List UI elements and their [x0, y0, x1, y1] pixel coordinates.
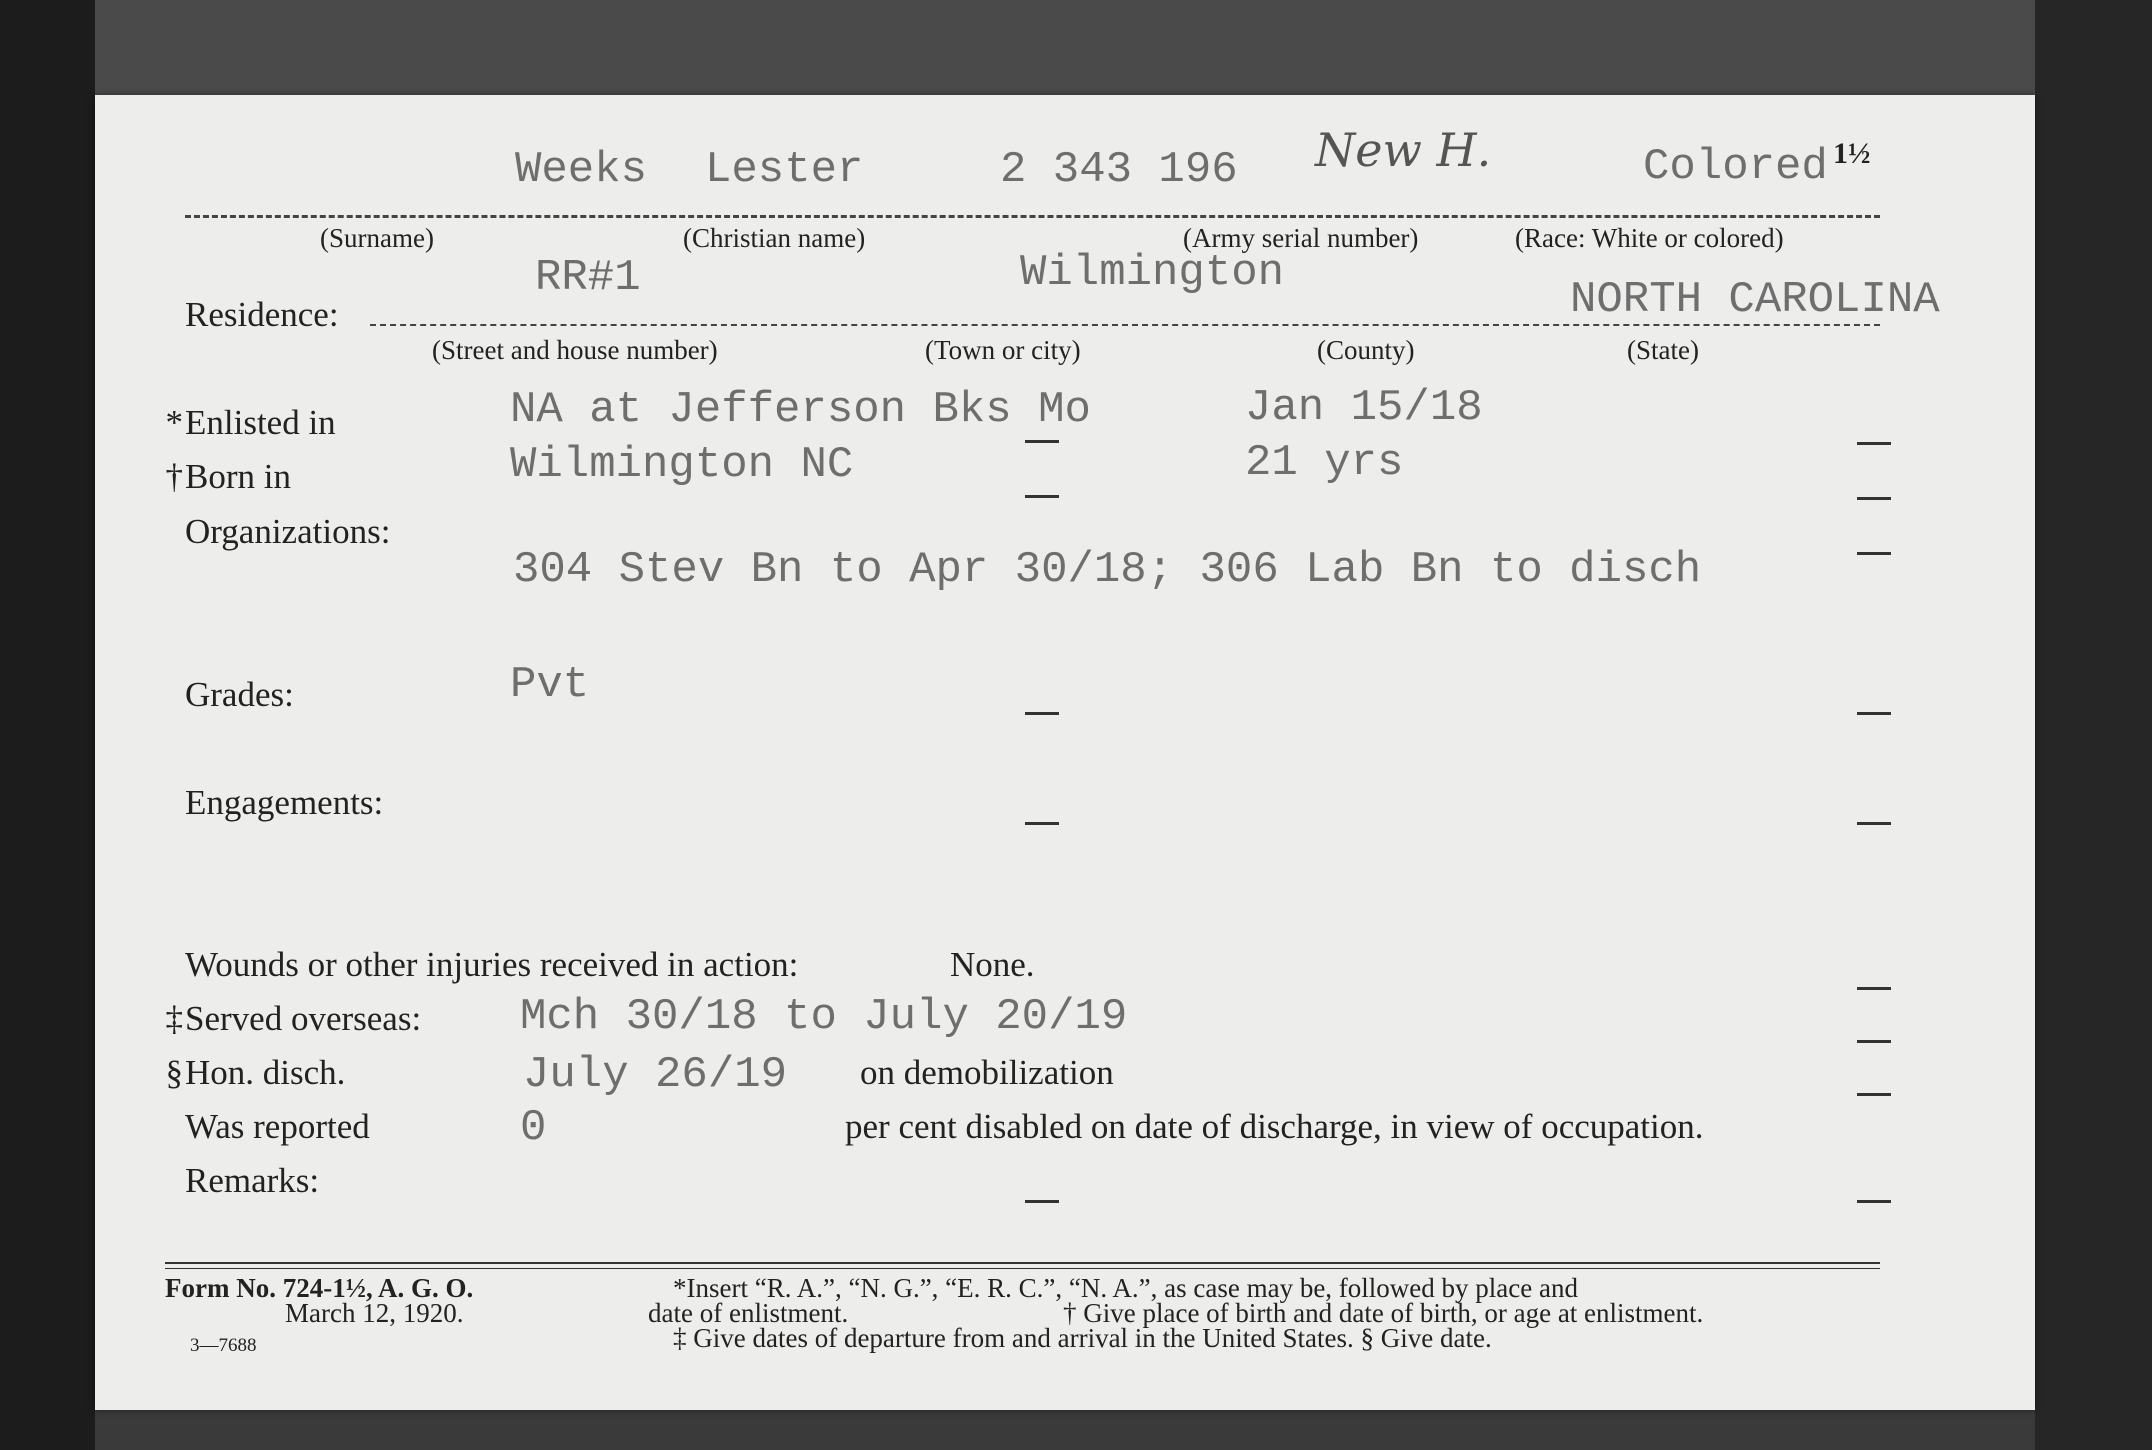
organizations-label: Organizations: [185, 512, 391, 551]
header-dotted-line [185, 215, 1880, 218]
footer-note-line2b: † Give place of birth and date of birth, or age at enlistment. [1063, 1298, 1704, 1328]
state-caption: (State) [1627, 335, 1699, 365]
dash-right-hon-disch [1857, 1093, 1891, 1096]
was-reported-value: 0 [520, 1103, 547, 1153]
christian-name-value: Lester [705, 145, 864, 195]
enlisted-in-label: *Enlisted in [165, 403, 336, 442]
surname-value: Weeks [515, 145, 648, 195]
was-reported-label: Was reported [185, 1107, 370, 1146]
served-overseas-label: ‡Served overseas: [165, 999, 422, 1038]
form-number: Form No. 724-1½, A. G. O. [165, 1273, 474, 1303]
organizations-value: 304 Stev Bn to Apr 30/18; 306 Lab Bn to disch [513, 545, 1702, 595]
street-caption: (Street and house number) [432, 335, 718, 365]
footer-rule-bottom [165, 1268, 1880, 1269]
serial-number-caption: (Army serial number) [1183, 223, 1419, 253]
scanner-background-top [95, 0, 2152, 95]
served-overseas-value: Mch 30/18 to July 20/19 [520, 992, 1128, 1042]
print-code: 3—7688 [190, 1335, 257, 1356]
dash-mid-grades [1025, 712, 1059, 715]
enlisted-in-value: NA at Jefferson Bks Mo [510, 385, 1091, 435]
wounds-label: Wounds or other injuries received in action: [185, 945, 799, 984]
born-in-value: Wilmington NC [510, 440, 854, 490]
footer-note-line1: *Insert “R. A.”, “N. G.”, “E. R. C.”, “N. A.”, as case may be, followed by place and [673, 1273, 1578, 1303]
dash-right-engagements [1857, 822, 1891, 825]
was-reported-suffix: per cent disabled on date of discharge, in view of occupation. [845, 1107, 1704, 1146]
residence-state-value: NORTH CAROLINA [1570, 275, 1940, 325]
christian-name-caption: (Christian name) [683, 223, 866, 253]
dash-right-overseas [1857, 1040, 1891, 1043]
service-record-card [95, 95, 2035, 1410]
wounds-value: None. [950, 945, 1035, 984]
hon-disch-label: §Hon. disch. [165, 1053, 346, 1092]
residence-town-value: Wilmington [1020, 248, 1285, 298]
dash-right-enlisted [1857, 442, 1891, 445]
scanner-background-right [2035, 0, 2152, 1450]
residence-label: Residence: [185, 295, 339, 334]
county-caption: (County) [1317, 335, 1415, 365]
town-caption: (Town or city) [925, 335, 1081, 365]
grades-value: Pvt [510, 660, 590, 710]
race-caption: (Race: White or colored) [1515, 223, 1784, 253]
serial-number-value: 2 343 196 [1000, 145, 1238, 195]
dash-right-wounds [1857, 987, 1891, 990]
grades-label: Grades: [185, 675, 294, 714]
dash-mid-engagements [1025, 822, 1059, 825]
enlisted-date-value: Jan 15/18 [1245, 383, 1483, 433]
surname-caption: (Surname) [320, 223, 434, 253]
residence-dotted-line [370, 324, 1880, 326]
hon-disch-value: July 26/19 [523, 1050, 788, 1100]
footer-note-line2a: date of enlistment. [648, 1298, 849, 1328]
dash-mid-remarks [1025, 1200, 1059, 1203]
scanner-background-left [0, 0, 95, 1450]
form-date: March 12, 1920. [285, 1298, 464, 1328]
engagements-label: Engagements: [185, 783, 384, 822]
dash-mid-enlisted [1025, 440, 1059, 443]
remarks-label: Remarks: [185, 1161, 320, 1200]
residence-street-value: RR#1 [535, 253, 641, 303]
race-suffix: 1½ [1833, 137, 1871, 170]
handwritten-note: New H. [1315, 123, 1492, 177]
hon-disch-suffix: on demobilization [860, 1053, 1114, 1092]
footer-rule-top [165, 1262, 1880, 1264]
dash-right-organizations [1857, 552, 1891, 555]
race-value: Colored [1643, 142, 1828, 192]
footer-note-line3: ‡ Give dates of departure from and arrival in the United States. § Give date. [673, 1323, 1492, 1353]
dash-right-born [1857, 497, 1891, 500]
dash-mid-born [1025, 495, 1059, 498]
born-age-value: 21 yrs [1245, 438, 1404, 488]
born-in-label: †Born in [165, 457, 291, 496]
dash-right-grades [1857, 712, 1891, 715]
dash-right-remarks [1857, 1200, 1891, 1203]
